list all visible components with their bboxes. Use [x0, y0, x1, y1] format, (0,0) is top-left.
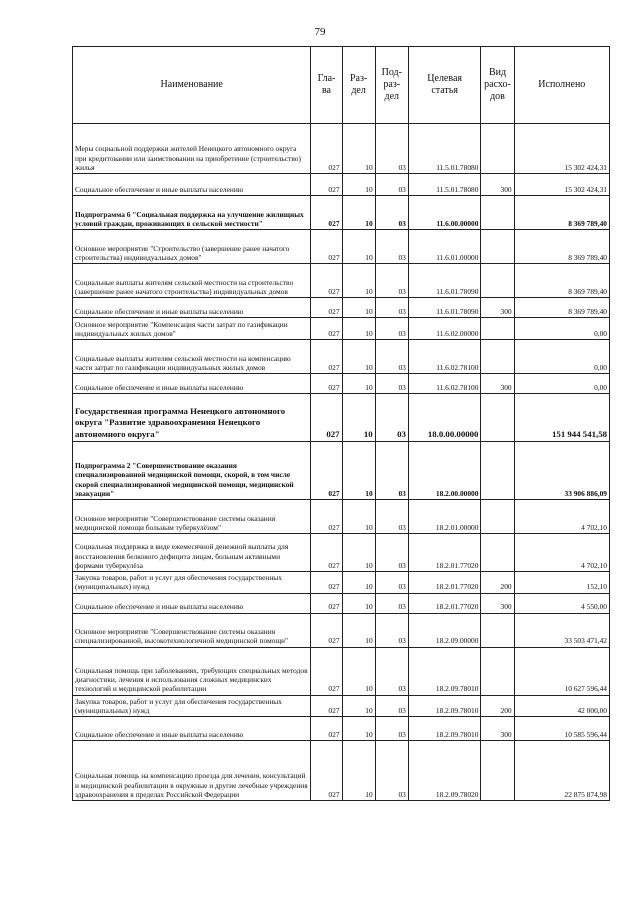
row-section: 10: [342, 534, 375, 572]
table-row: [73, 298, 610, 318]
row-target-article: 18.2.09.78010: [408, 647, 481, 695]
table-row: [73, 717, 610, 741]
row-executed-amount: 152,10: [514, 572, 609, 594]
row-section: 10: [342, 717, 375, 741]
row-executed-amount: 4 702,10: [514, 500, 609, 534]
row-chapter: 027: [311, 500, 342, 534]
header-target: Целевая статья: [408, 47, 481, 124]
row-chapter: 027: [311, 340, 342, 374]
row-section: 10: [342, 124, 375, 174]
page-number: 79: [314, 26, 326, 38]
row-chapter: 027: [311, 593, 342, 613]
row-executed-amount: 4 702,10: [514, 534, 609, 572]
row-name: Подпрограмма 2 "Совершенствование оказания специализированной медицинской помощи, скорой, в том числе скорой специализированной медицинской помощи, медицинской эвакуации": [73, 442, 311, 500]
row-section: 10: [342, 196, 375, 230]
row-section: 10: [342, 695, 375, 717]
row-expense-type: [481, 318, 514, 340]
row-target-article: 11.6.01.78090: [408, 264, 481, 298]
row-executed-amount: 0,00: [514, 374, 609, 394]
row-name: Меры социальной поддержки жителей Ненецкого автономного округа при кредитовании или заимствовании на приобретение (строительство) жилья: [73, 124, 311, 174]
row-section: 10: [342, 394, 375, 442]
row-expense-type: 300: [481, 374, 514, 394]
row-section: 10: [342, 613, 375, 647]
table-row: [73, 613, 610, 647]
row-section: 10: [342, 230, 375, 264]
row-name: Социальное обеспечение и иные выплаты населению: [73, 717, 311, 741]
row-executed-amount: 15 302 424,31: [514, 174, 609, 196]
row-section: 10: [342, 174, 375, 196]
row-subsection: 03: [375, 534, 408, 572]
row-chapter: 027: [311, 695, 342, 717]
row-subsection: 03: [375, 196, 408, 230]
row-chapter: 027: [311, 394, 342, 442]
row-executed-amount: 151 944 541,58: [514, 394, 609, 442]
row-chapter: 027: [311, 534, 342, 572]
row-name: Социальная помощь при заболеваниях, требующих специальных методов диагностики, лечения и использования сложных медицинских технологий и медицинской реабилитации: [73, 647, 311, 695]
table-row: [73, 174, 610, 196]
table-row: [73, 534, 610, 572]
row-target-article: 18.0.00.00000: [408, 394, 481, 442]
row-expense-type: [481, 230, 514, 264]
row-executed-amount: 8 369 789,40: [514, 196, 609, 230]
table-row: [73, 695, 610, 717]
row-subsection: 03: [375, 264, 408, 298]
row-target-article: 18.2.01.77020: [408, 593, 481, 613]
row-expense-type: [481, 124, 514, 174]
row-executed-amount: 42 000,00: [514, 695, 609, 717]
row-expense-type: [481, 647, 514, 695]
row-chapter: 027: [311, 741, 342, 801]
row-chapter: 027: [311, 572, 342, 594]
row-chapter: 027: [311, 374, 342, 394]
row-name: Социальная помощь на компенсацию проезда для лечения, консультаций и медицинской реабилитации в окружные и другие лечебные учреждения здравоохранения в пределах Российской Федерации: [73, 741, 311, 801]
row-expense-type: [481, 340, 514, 374]
row-section: 10: [342, 647, 375, 695]
row-expense-type: 300: [481, 298, 514, 318]
row-subsection: 03: [375, 647, 408, 695]
row-subsection: 03: [375, 613, 408, 647]
row-expense-type: 200: [481, 572, 514, 594]
row-subsection: 03: [375, 230, 408, 264]
row-chapter: 027: [311, 442, 342, 500]
row-name: Основное мероприятие "Совершенствование системы оказания медицинской помощи больным туберкулёзом": [73, 500, 311, 534]
row-chapter: 027: [311, 717, 342, 741]
row-subsection: 03: [375, 340, 408, 374]
row-subsection: 03: [375, 318, 408, 340]
row-name: Социальное обеспечение и иные выплаты населению: [73, 174, 311, 196]
table-row: [73, 318, 610, 340]
row-section: 10: [342, 442, 375, 500]
table-row: [73, 647, 610, 695]
row-name: Закупка товаров, работ и услуг для обеспечения государственных (муниципальных) нужд: [73, 572, 311, 594]
row-subsection: 03: [375, 174, 408, 196]
row-chapter: 027: [311, 298, 342, 318]
row-executed-amount: 15 302 424,31: [514, 124, 609, 174]
row-expense-type: [481, 613, 514, 647]
table-row: [73, 196, 610, 230]
row-target-article: 11.6.02.78100: [408, 374, 481, 394]
row-expense-type: [481, 394, 514, 442]
row-executed-amount: 10 627 596,44: [514, 647, 609, 695]
row-section: 10: [342, 298, 375, 318]
row-target-article: 18.2.09.78020: [408, 741, 481, 801]
row-target-article: 11.6.02.00000: [408, 318, 481, 340]
row-expense-type: [481, 442, 514, 500]
row-expense-type: [481, 741, 514, 801]
row-executed-amount: 22 875 874,98: [514, 741, 609, 801]
row-executed-amount: 10 585 596,44: [514, 717, 609, 741]
header-row: [73, 47, 610, 124]
row-target-article: 18.2.09.78010: [408, 717, 481, 741]
row-name: Социальное обеспечение и иные выплаты населению: [73, 374, 311, 394]
row-section: 10: [342, 374, 375, 394]
row-target-article: 11.6.00.00000: [408, 196, 481, 230]
row-target-article: 18.2.01.00000: [408, 500, 481, 534]
table-row: [73, 593, 610, 613]
table-row: [73, 230, 610, 264]
row-chapter: 027: [311, 174, 342, 196]
row-subsection: 03: [375, 717, 408, 741]
row-name: Государственная программа Ненецкого автономного округа "Развитие здравоохранения Ненецкого автономного округа": [73, 394, 311, 442]
header-expense-type: Вид расхо- дов: [481, 47, 514, 124]
row-chapter: 027: [311, 264, 342, 298]
row-subsection: 03: [375, 374, 408, 394]
table-row: [73, 264, 610, 298]
row-chapter: 027: [311, 647, 342, 695]
table-row: [73, 442, 610, 500]
row-expense-type: [481, 500, 514, 534]
budget-table: [72, 46, 610, 801]
header-chapter: Гла- ва: [311, 47, 342, 124]
row-subsection: 03: [375, 124, 408, 174]
row-chapter: 027: [311, 230, 342, 264]
row-section: 10: [342, 741, 375, 801]
row-target-article: 18.2.09.00000: [408, 613, 481, 647]
row-expense-type: 200: [481, 695, 514, 717]
row-name: Социальное обеспечение и иные выплаты населению: [73, 593, 311, 613]
row-expense-type: [481, 534, 514, 572]
row-target-article: 11.6.02.78100: [408, 340, 481, 374]
row-target-article: 18.2.01.77020: [408, 572, 481, 594]
row-target-article: 11.6.01.78090: [408, 298, 481, 318]
table-row: [73, 500, 610, 534]
row-name: Основное мероприятие "Строительство (завершение ранее начатого строительства) индивидуальных домов": [73, 230, 311, 264]
row-target-article: 11.6.01.00000: [408, 230, 481, 264]
row-target-article: 18.2.09.78010: [408, 695, 481, 717]
row-chapter: 027: [311, 124, 342, 174]
row-subsection: 03: [375, 741, 408, 801]
row-executed-amount: 33 906 886,09: [514, 442, 609, 500]
row-name: Основное мероприятие "Компенсация части затрат по газификации индивидуальных жилых домов": [73, 318, 311, 340]
header-executed: Исполнено: [514, 47, 609, 124]
row-executed-amount: 33 503 471,42: [514, 613, 609, 647]
row-section: 10: [342, 264, 375, 298]
row-section: 10: [342, 340, 375, 374]
row-subsection: 03: [375, 593, 408, 613]
table-row: [73, 741, 610, 801]
row-name: Основное мероприятие "Совершенствование системы оказания специализированной, высокотехнологичной медицинской помощи": [73, 613, 311, 647]
row-chapter: 027: [311, 613, 342, 647]
row-expense-type: 300: [481, 593, 514, 613]
row-name: Социальное обеспечение и иные выплаты населению: [73, 298, 311, 318]
row-subsection: 03: [375, 298, 408, 318]
row-name: Социальная поддержка в виде ежемесячной денежной выплаты для восстановления белкового дефицита лицам, больным активными формами туберкулёза: [73, 534, 311, 572]
row-executed-amount: 0,00: [514, 318, 609, 340]
row-name: Закупка товаров, работ и услуг для обеспечения государственных (муниципальных) нужд: [73, 695, 311, 717]
row-target-article: 11.5.01.78080: [408, 124, 481, 174]
header-name: Наименование: [73, 47, 311, 124]
row-expense-type: [481, 196, 514, 230]
row-chapter: 027: [311, 196, 342, 230]
row-target-article: 18.2.00.00000: [408, 442, 481, 500]
row-subsection: 03: [375, 442, 408, 500]
row-subsection: 03: [375, 572, 408, 594]
table-row: [73, 340, 610, 374]
row-section: 10: [342, 318, 375, 340]
row-executed-amount: 8 369 789,40: [514, 230, 609, 264]
row-section: 10: [342, 572, 375, 594]
row-subsection: 03: [375, 500, 408, 534]
row-executed-amount: 0,00: [514, 340, 609, 374]
row-expense-type: 300: [481, 717, 514, 741]
table-row: [73, 572, 610, 594]
row-subsection: 03: [375, 394, 408, 442]
table-row: [73, 124, 610, 174]
row-target-article: 18.2.01.77020: [408, 534, 481, 572]
table-row: [73, 374, 610, 394]
row-expense-type: [481, 264, 514, 298]
row-name: Социальные выплаты жителям сельской местности на строительство (завершение ранее начатого строительства) индивидуальных домов: [73, 264, 311, 298]
row-expense-type: 300: [481, 174, 514, 196]
row-name: Подпрограмма 6 "Социальная поддержка на улучшение жилищных условий граждан, проживающих в сельской местности": [73, 196, 311, 230]
row-target-article: 11.5.01.78080: [408, 174, 481, 196]
header-subsection: Под- раз- дел: [375, 47, 408, 124]
row-section: 10: [342, 500, 375, 534]
row-name: Социальные выплаты жителям сельской местности на компенсацию части затрат по газификации индивидуальных жилых домов: [73, 340, 311, 374]
table-row: [73, 394, 610, 442]
table-body: [73, 124, 610, 801]
row-subsection: 03: [375, 695, 408, 717]
row-executed-amount: 8 369 789,40: [514, 264, 609, 298]
row-chapter: 027: [311, 318, 342, 340]
row-section: 10: [342, 593, 375, 613]
row-executed-amount: 4 550,00: [514, 593, 609, 613]
header-section: Раз- дел: [342, 47, 375, 124]
row-executed-amount: 8 369 789,40: [514, 298, 609, 318]
